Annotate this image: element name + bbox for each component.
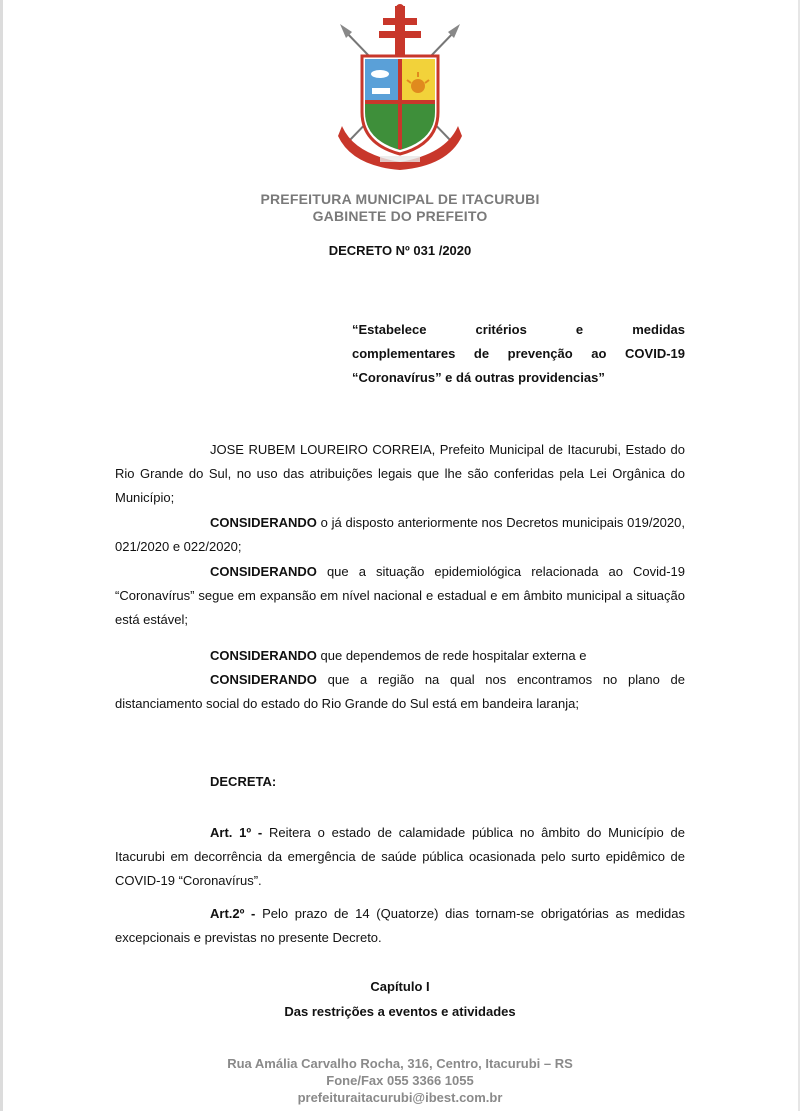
decree-summary [352, 318, 685, 390]
municipal-coat-of-arms-icon [334, 4, 466, 170]
intro-paragraph: JOSE RUBEM LOUREIRO CORREIA, Prefeito Municipal de Itacurubi, Estado do Rio Grande do Sul, no uso das atribuições legais que lhe são conferidas pela Lei Orgânica do Município; [115, 442, 685, 505]
decree-title: DECRETO Nº 031 /2020 [328, 243, 472, 258]
decreta-heading: DECRETA: [210, 774, 277, 789]
considerando-label: CONSIDERANDO [210, 515, 317, 530]
considerando-paragraph [115, 644, 685, 668]
office-name: GABINETE DO PREFEITO [312, 208, 488, 224]
considerando-label: CONSIDERANDO [210, 564, 317, 579]
article-label: Art.2º - [210, 906, 256, 921]
summary-line: “Estabelece critérios e medidas [352, 322, 685, 337]
considerando-text: que a região na qual nos encontramos no plano de distanciamento social do estado do Rio Grande do Sul está em bandeira laranja; [115, 672, 685, 711]
article-label: Art. 1º - [210, 825, 263, 840]
article-text: Pelo prazo de 14 (Quatorze) dias tornam-se obrigatórias as medidas excepcionais e previstas no presente Decreto. [115, 906, 685, 945]
article-text: Reitera o estado de calamidade pública no âmbito do Município de Itacurubi em decorrência da emergência de saúde pública ocasionada pelo surto epidêmico de COVID-19 “Coronavírus”. [115, 825, 686, 888]
footer-phone: Fone/Fax 055 3366 1055 [326, 1073, 474, 1088]
considerando-text: que a situação epidemiológica relacionada ao Covid-19 “Coronavírus” segue em expansão em nível nacional e estadual e em âmbito municipal a situação está estável; [115, 564, 685, 627]
considerando-paragraph [115, 560, 685, 632]
considerando-label: CONSIDERANDO [210, 648, 317, 663]
considerando-paragraph [115, 511, 685, 559]
footer-email: prefeituraitacurubi@ibest.com.br [297, 1090, 503, 1105]
article-1 [115, 821, 685, 893]
prefecture-name: PREFEITURA MUNICIPAL DE ITACURUBI [260, 191, 540, 207]
considerando-label: CONSIDERANDO [210, 672, 317, 687]
considerando-text: que dependemos de rede hospitalar externa e [316, 648, 587, 663]
page-edge [0, 0, 3, 1111]
considerando-text: o já disposto anteriormente nos Decretos municipais 019/2020, 021/2020 e 022/2020; [115, 515, 685, 554]
summary-line: “Coronavírus” e dá outras providencias” [352, 370, 605, 385]
summary-line: complementares de prevenção ao COVID-19 [352, 346, 685, 361]
article-2 [115, 902, 685, 950]
chapter-title: Capítulo I [370, 979, 430, 994]
considerando-paragraph [115, 668, 685, 716]
chapter-subtitle: Das restrições a eventos e atividades [284, 1004, 516, 1019]
footer-address: Rua Amália Carvalho Rocha, 316, Centro, Itacurubi – RS [227, 1056, 573, 1071]
